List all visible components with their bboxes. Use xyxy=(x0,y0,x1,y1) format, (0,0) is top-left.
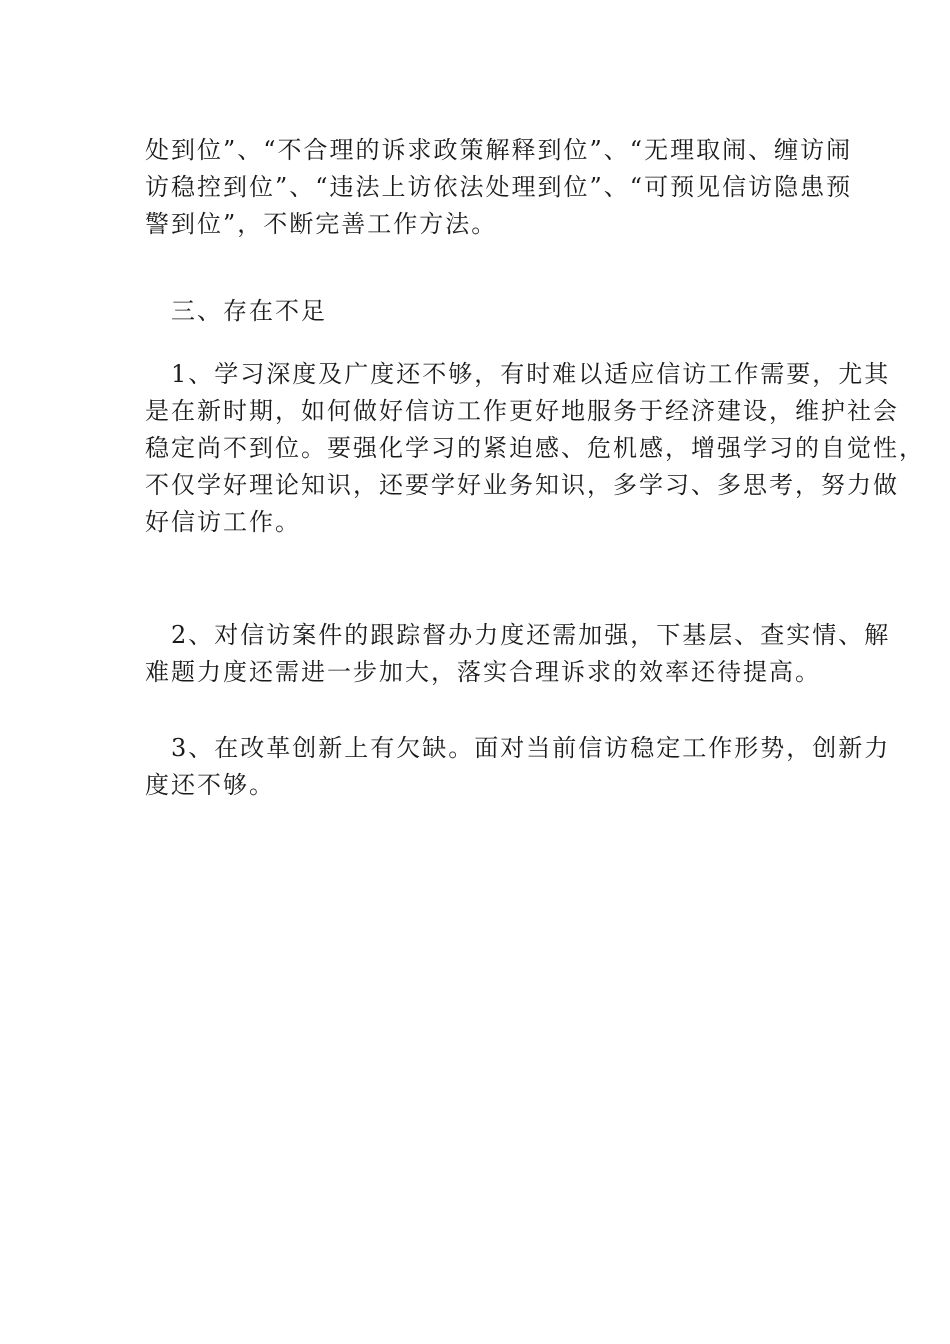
paragraph-line: 度还不够。 xyxy=(145,771,275,799)
paragraph-line: 1、学习深度及广度还不够，有时难以适应信访工作需要，尤其 xyxy=(145,360,891,388)
paragraph-item-3 xyxy=(145,730,891,804)
paragraph-line: 稳定尚不到位。要强化学习的紧迫感、危机感，增强学习的自觉性， xyxy=(145,434,925,462)
paragraph-line: 处到位”、“不合理的诉求政策解释到位”、“无理取闹、缠访闹 xyxy=(145,136,853,164)
paragraph-line: 访稳控到位”、“违法上访依法处理到位”、“可预见信访隐患预 xyxy=(145,173,853,201)
paragraph-line: 2、对信访案件的跟踪督办力度还需加强，下基层、查实情、解 xyxy=(145,621,891,649)
paragraph-line: 3、在改革创新上有欠缺。面对当前信访稳定工作形势，创新力 xyxy=(145,734,891,762)
paragraph-item-1 xyxy=(145,356,925,541)
paragraph-line: 是在新时期，如何做好信访工作更好地服务于经济建设，维护社会 xyxy=(145,397,899,425)
paragraph-item-2 xyxy=(145,617,891,691)
paragraph-line: 不仅学好理论知识，还要学好业务知识，多学习、多思考，努力做 xyxy=(145,471,899,499)
section-heading-shortcomings xyxy=(145,293,805,330)
paragraph-line: 好信访工作。 xyxy=(145,508,301,536)
paragraph-line: 难题力度还需进一步加大，落实合理诉求的效率还待提高。 xyxy=(145,658,821,686)
paragraph-line: 警到位”，不断完善工作方法。 xyxy=(145,210,498,238)
section-heading: 三、存在不足 xyxy=(145,297,327,325)
paragraph-work-methods xyxy=(145,132,853,243)
